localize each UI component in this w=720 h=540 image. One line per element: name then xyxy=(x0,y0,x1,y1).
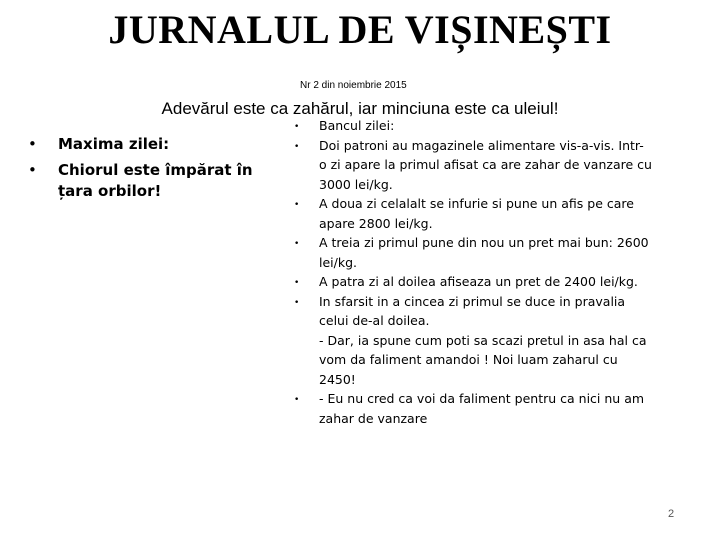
joke-line: A treia zi primul pune din nou un pret mai bun: 2600 xyxy=(319,235,649,250)
bullet-icon: • xyxy=(294,200,300,210)
joke-line: o zi apare la primul afisat ca are zahar de vanzare cu xyxy=(319,157,652,172)
joke-line: - Dar, ia spune cum poti sa scazi pretul in asa hal ca xyxy=(319,332,647,348)
bullet-icon: • xyxy=(294,141,300,152)
motto: Adevărul este ca zahărul, iar minciuna este ca uleiul! xyxy=(161,99,559,118)
bullet-icon: • xyxy=(28,161,37,179)
joke-paragraph xyxy=(294,136,684,195)
maxim-heading: Maxima zilei: xyxy=(58,135,170,153)
page-number: 2 xyxy=(668,508,675,520)
issue-date: Nr 2 din noiembrie 2015 xyxy=(300,80,407,91)
joke-line: A doua zi celalalt se infurie si pune un afis pe care xyxy=(319,196,634,211)
joke-line: Bancul zilei: xyxy=(319,118,395,133)
joke-line: vom da faliment amandoi ! Noi luam zaharul cu xyxy=(319,352,618,367)
bullet-icon: • xyxy=(294,278,300,288)
joke-paragraph xyxy=(294,233,684,272)
bullet-icon: • xyxy=(28,135,37,153)
joke-line: In sfarsit in a cincea zi primul se duce in pravalia xyxy=(319,293,626,309)
joke-paragraph xyxy=(294,272,684,292)
joke-line: 2450! xyxy=(319,371,356,387)
joke-paragraph xyxy=(294,194,684,233)
bullet-icon: • xyxy=(294,395,300,405)
joke-line: celui de-al doilea. xyxy=(319,313,430,328)
list-item xyxy=(28,160,283,202)
joke-paragraph xyxy=(294,389,684,428)
joke-paragraph xyxy=(294,292,684,390)
joke-heading-item xyxy=(294,116,684,136)
bullet-icon: • xyxy=(294,297,300,308)
joke-line: 3000 lei/kg. xyxy=(319,176,393,192)
left-column-list xyxy=(28,134,283,207)
bullet-icon: • xyxy=(294,122,300,132)
bullet-icon: • xyxy=(294,239,300,249)
joke-line: apare 2800 lei/kg. xyxy=(319,215,433,231)
joke-line: - Eu nu cred ca voi da faliment pentru ca nici nu am xyxy=(319,391,645,406)
list-item xyxy=(28,134,283,155)
maxim-text: Chiorul este împărat în țara orbilor! xyxy=(58,161,253,200)
joke-line: A patra zi al doilea afiseaza un pret de 2400 lei/kg. xyxy=(319,274,638,289)
newspaper-title: JURNALUL DE VIȘINEȘTI xyxy=(108,7,612,52)
joke-line: lei/kg. xyxy=(319,254,357,270)
joke-line: Doi patroni au magazinele alimentare vis-a-vis. Intr- xyxy=(319,137,644,153)
joke-line: zahar de vanzare xyxy=(319,410,428,426)
right-column-list xyxy=(294,116,684,428)
